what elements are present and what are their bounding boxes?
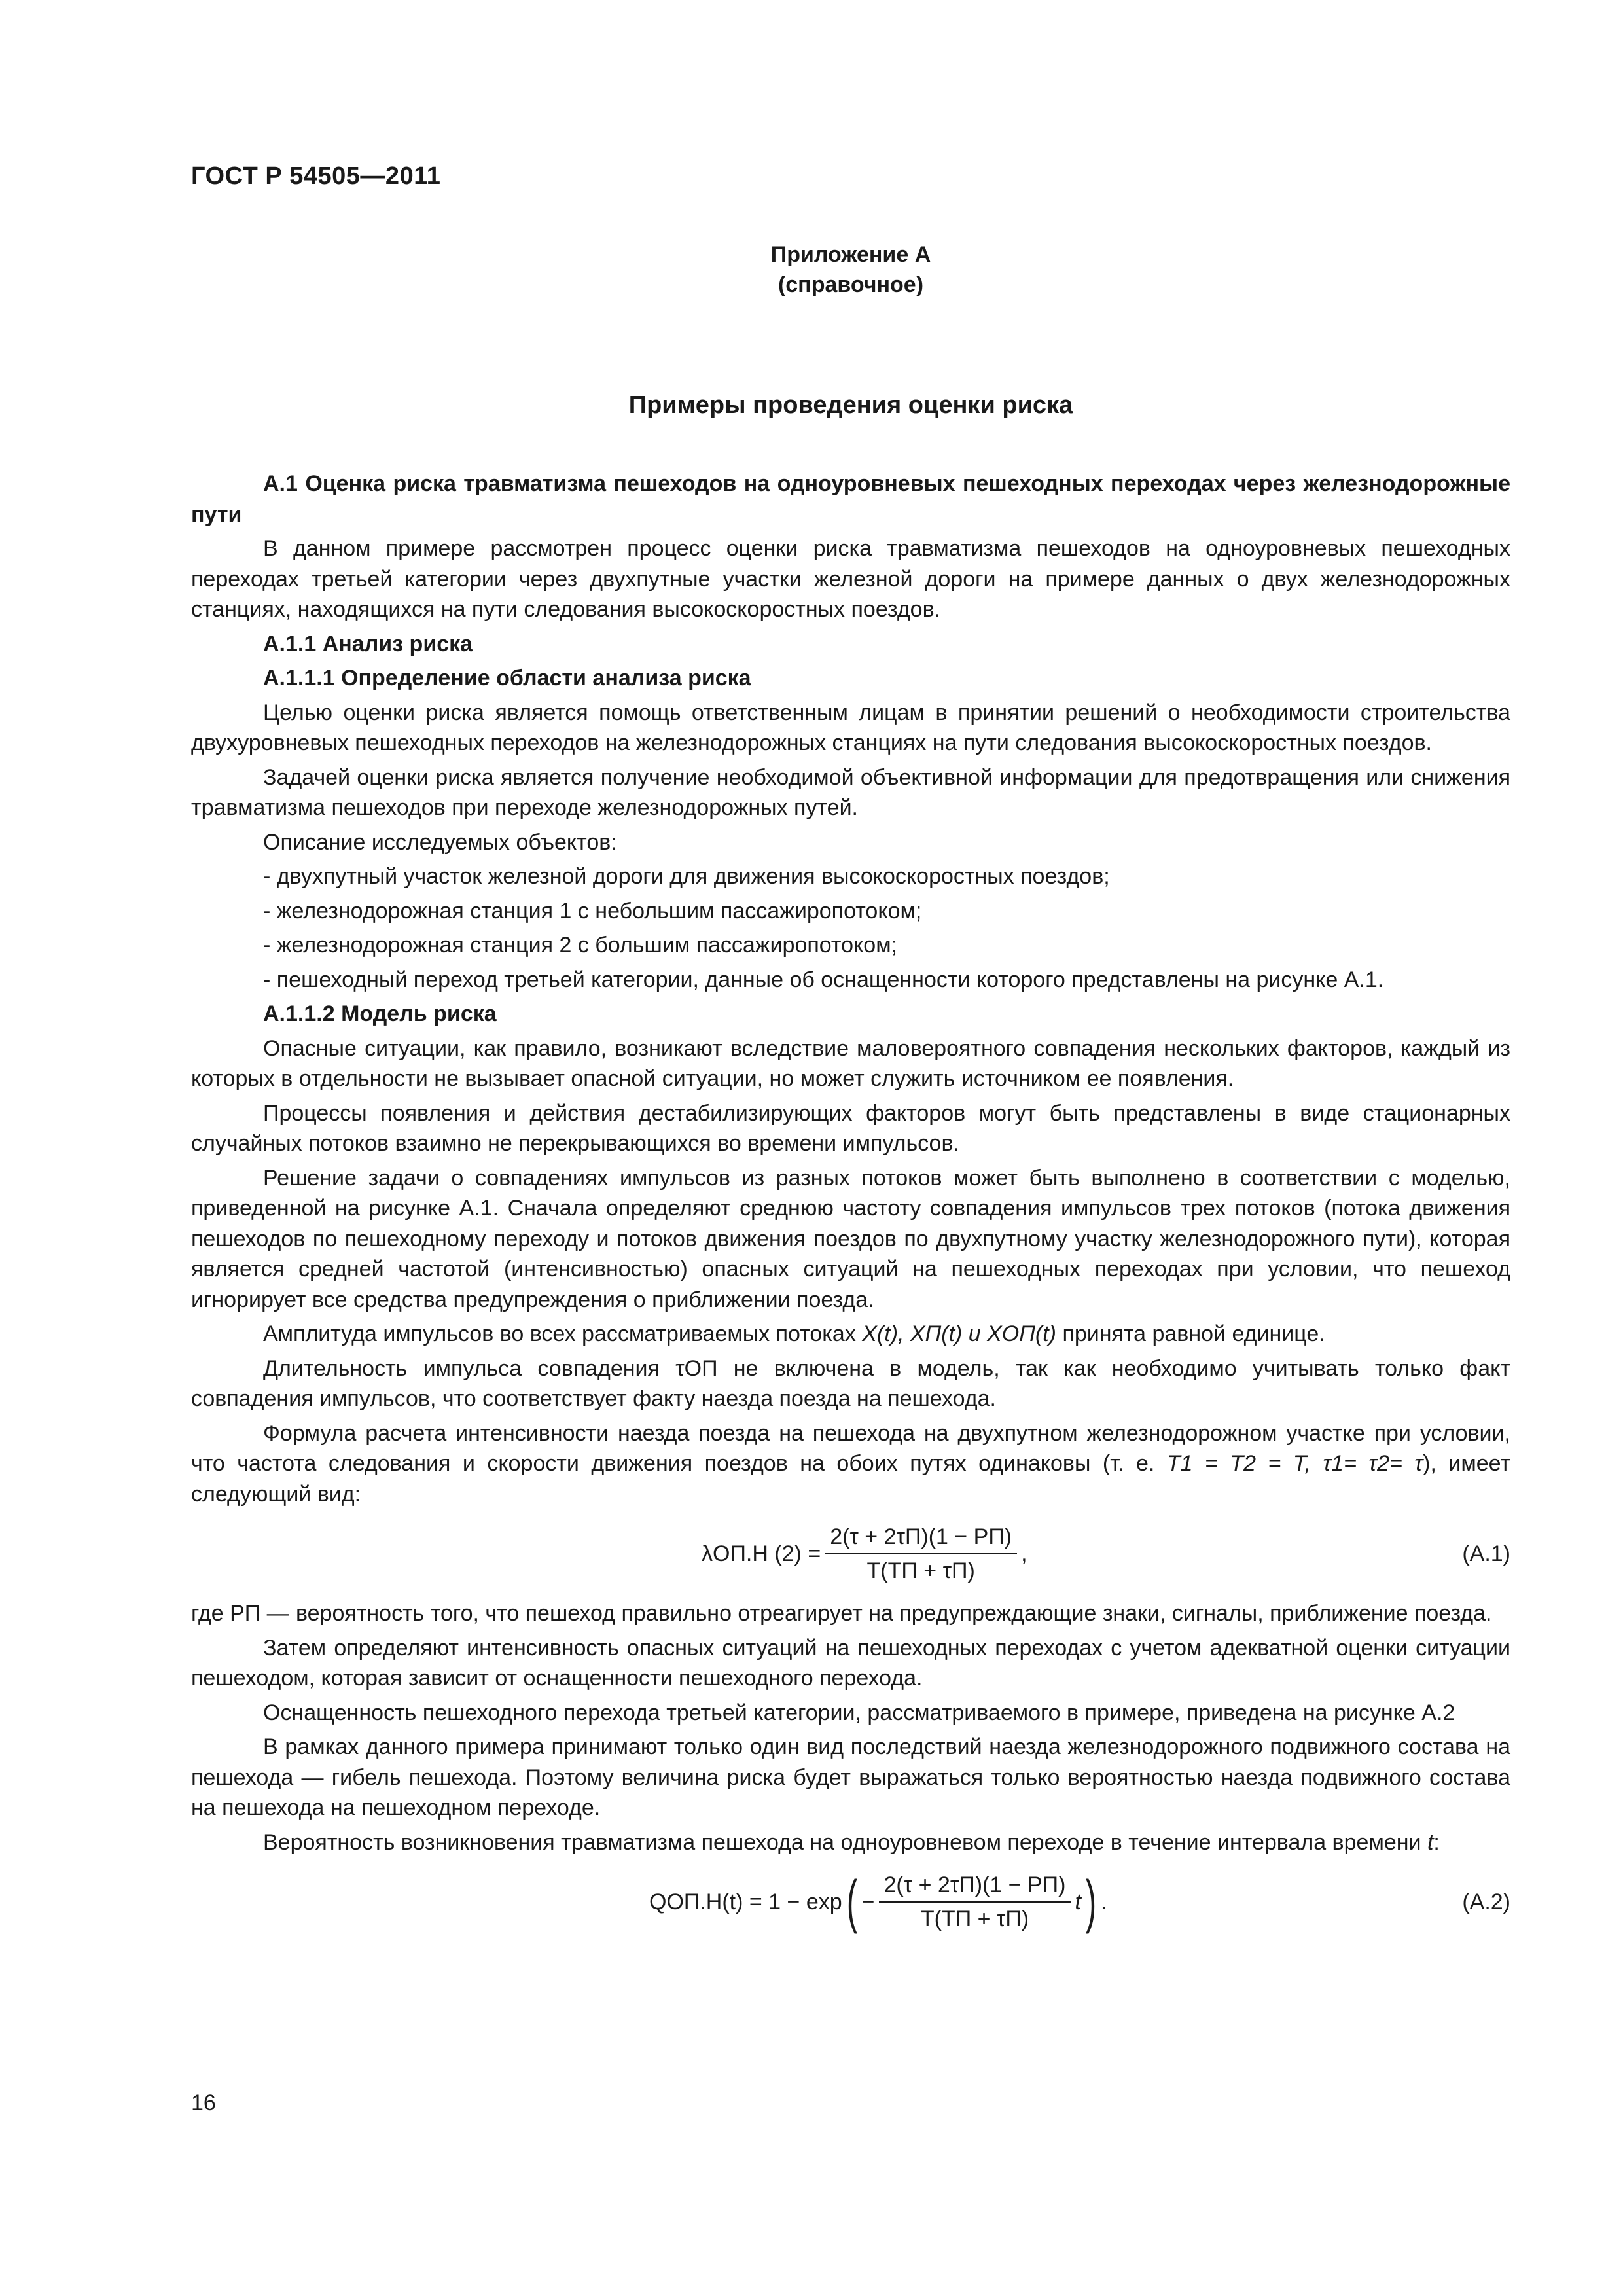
- page-number: 16: [191, 2090, 216, 2115]
- formula-tail: ,: [1021, 1541, 1027, 1566]
- text-run: ), имеет следующий вид:: [191, 1451, 1511, 1507]
- math-inline: t: [1427, 1829, 1434, 1855]
- list-item: - железнодорожная станция 1 с небольшим пассажиропотоком;: [263, 898, 922, 924]
- formula-a1: [191, 1521, 1510, 1587]
- text-run: принята равной единице.: [1056, 1321, 1325, 1346]
- text-run: Формула расчета интенсивности наезда поезда на пешехода на двухпутном железнодорожном участке при условии, что частота следования и скорости движения поездов на обоих путях одинаковы (т. е.: [191, 1420, 1510, 1476]
- text-run: :: [1433, 1829, 1440, 1855]
- section-heading-a1-1-1: А.1.1.1 Определение области анализа риска: [263, 666, 751, 691]
- paragraph: Опасные ситуации, как правило, возникают вследствие маловероятного совпадения нескольких факторов, каждый из которых в отдельности не вызывает опасной ситуации, но может служить источником ее появления.: [191, 1035, 1510, 1091]
- paragraph: Описание исследуемых объектов:: [263, 829, 617, 855]
- text-run: Вероятность возникновения травматизма пешехода на одноуровневом переходе в течение интервала времени: [263, 1829, 1427, 1855]
- paragraph: Процессы появления и действия дестабилизирующих факторов могут быть представлены в виде стационарных случайных потоков взаимно не перекрывающихся во времени импульсов.: [191, 1100, 1510, 1156]
- fraction: [879, 1870, 1071, 1935]
- text-run: Длительность импульса совпадения: [263, 1355, 676, 1381]
- paragraph: [191, 1418, 1510, 1510]
- formula-number: (А.2): [1462, 1889, 1510, 1914]
- paragraph: Целью оценки риска является помощь ответственным лицам в принятии решений о необходимости строительства двухуровневых пешеходных переходов на железнодорожных станциях на пути следования высокоскоростных поездов.: [191, 700, 1510, 755]
- paragraph: [191, 1827, 1510, 1858]
- formula-expression: [702, 1522, 1027, 1587]
- text-run: Амплитуда импульсов во всех рассматриваемых потоках: [263, 1321, 863, 1346]
- section-heading-a1-1: А.1.1 Анализ риска: [263, 631, 473, 656]
- fraction-denominator: T(TП + τП): [866, 1558, 975, 1583]
- formula-lhs: λОП.Н (2) =: [702, 1541, 821, 1566]
- fraction-numerator: 2(τ + 2τП)(1 − PП): [879, 1870, 1071, 1903]
- paragraph: Затем определяют интенсивность опасных ситуаций на пешеходных переходах с учетом адекватной оценки ситуации пешеходом, которая зависит от оснащенности пешеходного перехода.: [191, 1635, 1510, 1691]
- formula-lhs: QОП.Н(t) = 1 − exp: [649, 1889, 842, 1914]
- where-term: где PП —: [191, 1601, 289, 1626]
- right-paren: ): [1085, 1869, 1097, 1935]
- where-description: вероятность того, что пешеход правильно отреагирует на предупреждающие знаки, сигналы, приближение поезда.: [296, 1601, 1492, 1626]
- math-inline: T1 = T2 = T, τ1= τ2= τ: [1166, 1451, 1423, 1476]
- list-item: - железнодорожная станция 2 с большим пассажиропотоком;: [263, 933, 898, 958]
- document-code-header: ГОСТ Р 54505—2011: [191, 162, 441, 190]
- formula-tail: .: [1100, 1889, 1107, 1914]
- formula-a2: [191, 1869, 1510, 1935]
- fraction: [825, 1522, 1017, 1587]
- appendix-heading: [654, 240, 1047, 300]
- formula-number: (А.1): [1462, 1541, 1510, 1566]
- document-body: [191, 469, 1510, 1946]
- page-title: Примеры проведения оценки риска: [628, 391, 1073, 419]
- paragraph: Оснащенность пешеходного перехода третьей категории, рассматриваемого в примере, приведена на рисунке А.2: [263, 1700, 1455, 1725]
- paragraph: В рамках данного примера принимают только один вид последствий наезда железнодорожного подвижного состава на пешехода — гибель пешехода. Поэтому величина риска будет выражаться только вероятностью наезда подвижного состава на пешехода на пешеходном переходе.: [191, 1734, 1510, 1820]
- paragraph: В данном примере рассмотрен процесс оценки риска травматизма пешеходов на одноуровневых пешеходных переходах третьей категории через двухпутные участки железной дороги на примере данных о двух железнодорожных станциях, находящихся на пути следования высокоскоростных поездов.: [191, 536, 1510, 622]
- paragraph: [191, 1319, 1510, 1350]
- appendix-label: Приложение А: [770, 242, 931, 267]
- paragraph: [191, 1354, 1510, 1414]
- formula-expression: [649, 1870, 1107, 1935]
- section-heading-a1-1-2: А.1.1.2 Модель риска: [263, 1001, 497, 1026]
- minus-sign: −: [861, 1889, 875, 1914]
- math-inline: X(t), XП(t) и XОП(t): [862, 1321, 1056, 1346]
- left-paren: (: [846, 1869, 857, 1935]
- fraction-denominator: T(TП + τП): [920, 1907, 1029, 1931]
- fraction-numerator: 2(τ + 2τП)(1 − PП): [825, 1522, 1017, 1555]
- time-variable: t: [1075, 1889, 1081, 1914]
- text-run: не включена в модель, так как необходимо учитывать только факт совпадения импульсов, что соответствует факту наезда поезда на пешехода.: [191, 1355, 1510, 1411]
- where-clause: [191, 1598, 1510, 1629]
- math-inline: τОП: [675, 1355, 718, 1381]
- paragraph: Задачей оценки риска является получение необходимой объективной информации для предотвращения или снижения травматизма пешеходов при переходе железнодорожных путей.: [191, 764, 1510, 820]
- appendix-type: (справочное): [777, 272, 924, 297]
- list-item: - пешеходный переход третьей категории, данные об оснащенности которого представлены на рисунке А.1.: [263, 967, 1384, 992]
- section-heading-a1: А.1 Оценка риска травматизма пешеходов на одноуровневых пешеходных переходах через железнодорожные пути: [191, 471, 1510, 527]
- paragraph: Решение задачи о совпадениях импульсов из разных потоков может быть выполнено в соответствии с моделью, приведенной на рисунке А.1. Сначала определяют среднюю частоту совпадения импульсов трех потоков (потока движения пешеходов по пешеходному переходу и потоков движения поездов по двухпутному участку железнодорожного пути), которая является средней частотой (интенсивностью) опасных ситуаций на пешеходных переходах при условии, что пешеход игнорирует все средства предупреждения о приближении поезда.: [191, 1165, 1510, 1312]
- list-item: - двухпутный участок железной дороги для движения высокоскоростных поездов;: [263, 864, 1110, 889]
